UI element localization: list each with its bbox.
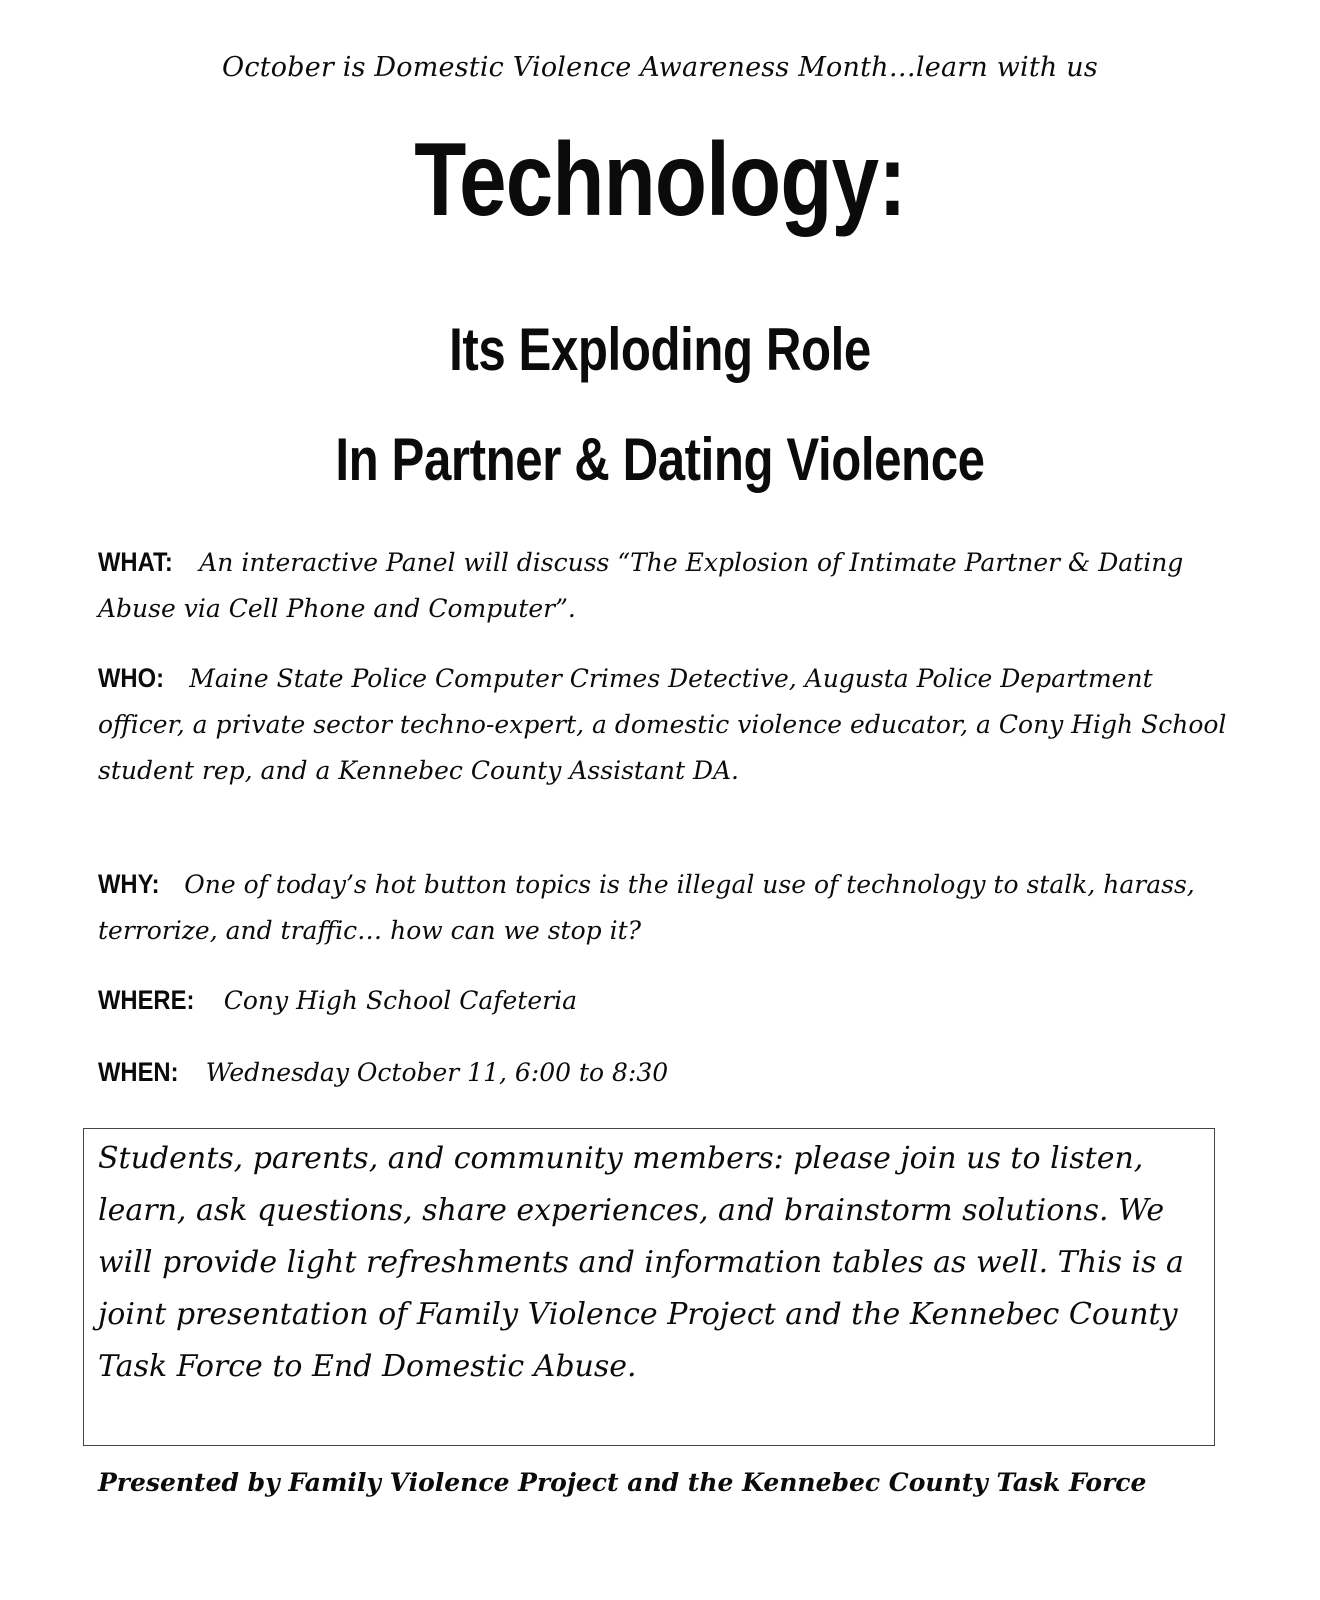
invitation-text: Students, parents, and community members: please join us to listen, learn, ask questions, share experiences, and brainstorm solutions. We will provide light refreshments and information tables as well. This is a joint presentation of Family Violence Project and the Kennebec County Task Force to End Domestic Abuse. [98, 1141, 1184, 1384]
flyer-subtitle-line-1: Its Exploding Role [449, 316, 871, 383]
who-text: Maine State Police Computer Crimes Detective, Augusta Police Department officer, a private sector techno-expert, a domestic violence educator, a Cony High School student rep, and a Kennebec County Assistant DA. [98, 664, 1227, 785]
when-label: WHEN: [98, 1057, 179, 1087]
awareness-month-tagline: October is Domestic Violence Awareness Month…learn with us [222, 52, 1098, 83]
presenter-footer: Presented by Family Violence Project and the Kennebec County Task Force [98, 1468, 1147, 1497]
where-text: Cony High School Cafeteria [223, 986, 577, 1015]
who-section [98, 656, 1228, 794]
why-section [98, 862, 1228, 954]
what-text: An interactive Panel will discuss “The Explosion of Intimate Partner & Dating Abuse via Cell Phone and Computer”. [98, 548, 1184, 623]
when-text: Wednesday October 11, 6:00 to 8:30 [205, 1058, 669, 1087]
why-label: WHY: [98, 869, 160, 899]
who-label: WHO: [98, 663, 164, 693]
what-section [98, 540, 1228, 632]
invitation-callout-box [83, 1128, 1215, 1446]
flyer-subtitle-line-2: In Partner & Dating Violence [335, 426, 985, 493]
where-label: WHERE: [98, 985, 195, 1015]
what-label: WHAT: [98, 547, 173, 577]
flyer-title: Technology: [414, 122, 906, 238]
where-section [98, 978, 1228, 1024]
why-text: One of today’s hot button topics is the illegal use of technology to stalk, harass, terrorize, and traffic… how can we stop it? [98, 870, 1195, 945]
when-section [98, 1050, 1228, 1096]
